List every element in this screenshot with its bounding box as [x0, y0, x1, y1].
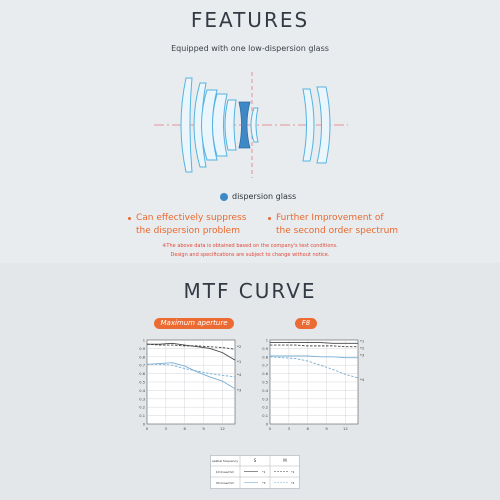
feature-point-1-line1: Can effectively suppress — [136, 213, 247, 223]
x-tick-label: 0 — [268, 426, 272, 431]
mtf-section — [0, 263, 500, 500]
y-tick-label: 0.7 — [262, 363, 268, 368]
y-tick-label: 0.7 — [139, 363, 145, 368]
x-tick-label: 6 — [183, 426, 186, 431]
x-tick-label: 0 — [145, 426, 149, 431]
lens-element-1 — [181, 78, 192, 172]
series-end-label: *4 — [237, 371, 242, 377]
y-tick-label: 0.8 — [262, 355, 268, 360]
y-tick-label: 0.1 — [262, 414, 268, 419]
legend-row-10-label: 10 lines/mm — [215, 470, 235, 474]
series-end-label: *4 — [360, 376, 365, 382]
series-end-label: *2 — [360, 345, 365, 351]
dispersion-glass-legend-dot — [220, 193, 228, 201]
y-tick-label: 0.5 — [262, 380, 268, 385]
chart-label-f8: F8 — [295, 318, 317, 329]
y-tick-label: 1 — [265, 338, 268, 343]
feature-point-2 — [268, 212, 398, 238]
y-tick-label: 0.9 — [262, 346, 268, 351]
mtf-legend-table — [210, 455, 300, 489]
x-tick-label: 9 — [325, 426, 328, 431]
y-tick-label: 0.3 — [262, 397, 268, 402]
x-tick-label: 3 — [287, 426, 291, 431]
disclaimer-line-1: ※The above data is obtained based on the company's test conditions. — [162, 243, 338, 249]
y-tick-label: 1 — [142, 338, 145, 343]
mtf-title: MTF CURVE — [183, 279, 317, 303]
legend-row-10-m: *2 — [291, 470, 295, 474]
x-tick-label: 12 — [220, 426, 225, 431]
y-tick-label: 0.3 — [139, 397, 145, 402]
series-end-label: *3 — [237, 387, 242, 393]
y-tick-label: 0.8 — [139, 355, 145, 360]
y-tick-label: 0.4 — [262, 388, 268, 393]
series-end-label: *2 — [237, 344, 242, 350]
feature-point-2-line1: Further Improvement of — [276, 213, 384, 223]
lens-element-7 — [251, 108, 258, 142]
x-tick-label: 6 — [306, 426, 309, 431]
x-tick-label: 3 — [164, 426, 168, 431]
y-tick-label: 0.4 — [139, 388, 145, 393]
y-tick-label: 0.1 — [139, 414, 145, 419]
y-tick-label: 0 — [142, 422, 145, 427]
features-title: FEATURES — [190, 8, 310, 32]
disclaimer-line-2: Design and specifications are subject to change without notice. — [170, 252, 330, 258]
legend-header-frequency: spatial frequency — [212, 459, 238, 463]
features-subtitle: Equipped with one low-dispersion glass — [171, 44, 329, 53]
legend-header-s: S — [253, 458, 257, 463]
series-end-label: *1 — [360, 338, 365, 344]
feature-point-1 — [128, 212, 246, 238]
legend-row-10-s: *1 — [262, 470, 266, 474]
feature-point-2-line2: the second order spectrum — [276, 226, 399, 236]
y-tick-label: 0.6 — [262, 372, 268, 377]
dispersion-glass-legend-label: dispersion glass — [232, 192, 297, 201]
lens-diagram — [140, 70, 360, 180]
series-end-label: *3 — [360, 352, 365, 358]
y-tick-label: 0.6 — [139, 372, 145, 377]
bullet-dot — [128, 217, 131, 220]
x-tick-label: 9 — [202, 426, 205, 431]
lens-element-5 — [225, 100, 236, 150]
chart-label-max-aperture: Maximum aperture — [154, 318, 234, 329]
legend-header-m: M — [283, 458, 287, 463]
legend-row-30-label: 30 lines/mm — [215, 481, 235, 485]
y-tick-label: 0.5 — [139, 380, 145, 385]
legend-row-30-m: *4 — [291, 481, 295, 485]
mtf-chart-f8 — [258, 336, 373, 436]
bullet-dot — [268, 217, 271, 220]
y-tick-label: 0.2 — [262, 405, 268, 410]
y-tick-label: 0.9 — [139, 346, 145, 351]
mtf-chart-max-aperture — [135, 336, 250, 436]
legend-row-30-s: *3 — [262, 481, 266, 485]
x-tick-label: 12 — [343, 426, 348, 431]
y-tick-label: 0 — [265, 422, 268, 427]
series-end-label: *1 — [237, 359, 242, 365]
feature-point-1-line2: the dispersion problem — [136, 226, 240, 236]
y-tick-label: 0.2 — [139, 405, 145, 410]
